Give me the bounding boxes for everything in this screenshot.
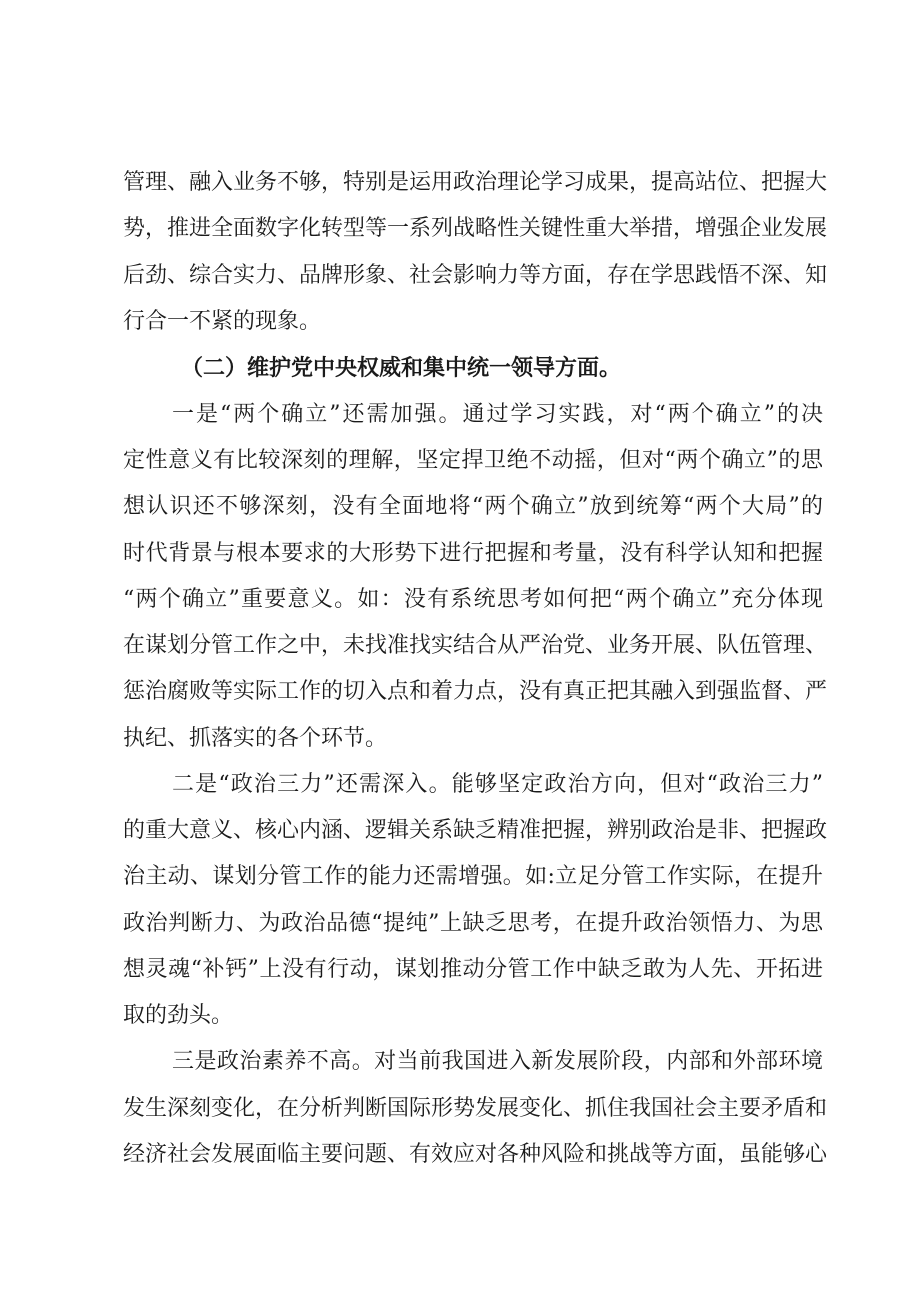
para3-line-6: 取的劲头。 <box>123 1003 234 1028</box>
para4-line-1: 三是政治素养不高。对当前我国进入新发展阶段，内部和外部环境 <box>172 1049 823 1074</box>
para3-line-4: 政治判断力、为政治品德“提纯”上缺乏思考，在提升政治领悟力、为思 <box>123 911 823 936</box>
para2-line-1: 一是“两个确立”还需加强。通过学习实践，对“两个确立”的决 <box>172 402 823 427</box>
para3-line-3: 治主动、谋划分管工作的能力还需增强。如:立足分管工作实际，在提升 <box>123 864 823 889</box>
para2-line-3: 想认识还不够深刻，没有全面地将“两个确立”放到统筹“两个大局”的 <box>123 494 823 519</box>
para3-line-1: 二是“政治三力”还需深入。能够坚定政治方向，但对“政治三力” <box>172 772 823 797</box>
para2-line-8: 执纪、抓落实的各个环节。 <box>123 726 388 751</box>
para1-line-1: 管理、融入业务不够，特别是运用政治理论学习成果，提高站位、把握大 <box>123 170 828 195</box>
para1-line-3: 后劲、综合实力、品牌形象、社会影响力等方面，存在学思践悟不深、知 <box>123 263 828 288</box>
para2-line-4: 时代背景与根本要求的大形势下进行把握和考量，没有科学认知和把握 <box>123 541 823 566</box>
para3-line-2: 的重大意义、核心内涵、逻辑关系缺乏精准把握，辨别政治是非、把握政 <box>123 818 828 843</box>
para4-line-3: 经济社会发展面临主要问题、有效应对各种风险和挑战等方面，虽能够心 <box>123 1142 828 1167</box>
para1-line-2: 势，推进全面数字化转型等一系列战略性关键性重大举措，增强企业发展 <box>123 216 828 241</box>
para3-line-5: 想灵魂“补钙”上没有行动，谋划推动分管工作中缺乏敢为人先、开拓进 <box>123 957 823 982</box>
section-heading: （二）维护党中央权威和集中统一领导方面。 <box>181 355 622 381</box>
para2-line-6: 在谋划分管工作之中，未找准找实结合从严治党、业务开展、队伍管理、 <box>123 633 828 658</box>
para2-line-7: 惩治腐败等实际工作的切入点和着力点，没有真正把其融入到强监督、严 <box>123 679 828 704</box>
para2-line-2: 定性意义有比较深刻的理解，坚定捍卫绝不动摇，但对“两个确立”的思 <box>123 448 823 473</box>
para4-line-2: 发生深刻变化，在分析判断国际形势发展变化、抓住我国社会主要矛盾和 <box>123 1096 828 1121</box>
para2-line-5: “两个确立”重要意义。如：没有系统思考如何把“两个确立”充分体现 <box>123 587 823 612</box>
para1-line-4: 行合一不紧的现象。 <box>123 309 322 334</box>
